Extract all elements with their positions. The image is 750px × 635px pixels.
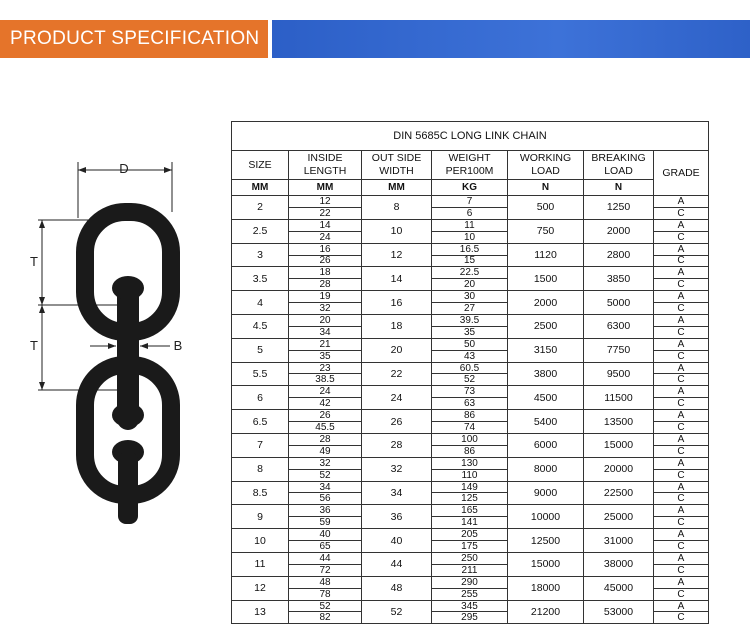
arrow-left-icon xyxy=(140,343,148,349)
cell-len-value: 22 xyxy=(319,207,331,219)
cell-break: 9500 xyxy=(584,362,654,386)
cell-grade-value: A xyxy=(654,482,708,494)
cell-weight-value: 345 xyxy=(432,601,507,613)
arrow-right-icon xyxy=(164,167,172,173)
cell-len xyxy=(289,529,362,553)
table-row xyxy=(232,362,709,386)
cell-weight-value: 149 xyxy=(432,482,507,494)
cell-len-value: 36 xyxy=(289,505,361,517)
cell-len xyxy=(289,219,362,243)
cell-weight-value: 30 xyxy=(432,291,507,303)
cell-len xyxy=(289,457,362,481)
cell-weight-value: 100 xyxy=(432,434,507,446)
table-row xyxy=(232,529,709,553)
cell-len xyxy=(289,362,362,386)
cell-len xyxy=(289,552,362,576)
cell-len-value: 35 xyxy=(319,350,331,362)
unit-cell: KG xyxy=(432,180,508,196)
cell-grade-value: A xyxy=(654,386,708,398)
label-d: D xyxy=(119,161,129,176)
cell-break: 31000 xyxy=(584,529,654,553)
cell-len-value: 28 xyxy=(289,434,361,446)
cell-weight xyxy=(432,600,508,624)
cell-weight-value: 205 xyxy=(432,529,507,541)
cell-grade-value: C xyxy=(677,374,685,386)
cell-work: 2500 xyxy=(508,314,584,338)
cell-size: 7 xyxy=(232,433,289,457)
cell-len xyxy=(289,291,362,315)
chain-link-middle xyxy=(112,403,144,427)
cell-grade xyxy=(654,457,709,481)
cell-weight-value: 27 xyxy=(463,303,476,315)
cell-weight-value: 165 xyxy=(432,505,507,517)
cell-weight xyxy=(432,410,508,434)
cell-len xyxy=(289,433,362,457)
cell-grade xyxy=(654,219,709,243)
cell-len-value: 59 xyxy=(319,517,331,529)
col-header: BREAKING LOAD xyxy=(584,151,654,180)
cell-grade-value: A xyxy=(654,601,708,613)
cell-weight-value: 60.5 xyxy=(432,363,507,375)
cell-weight xyxy=(432,505,508,529)
cell-len-value: 14 xyxy=(289,220,361,232)
chain-illustration xyxy=(20,100,225,540)
spec-table xyxy=(231,121,709,624)
cell-weight-value: 130 xyxy=(432,458,507,470)
cell-weight xyxy=(432,457,508,481)
cell-grade xyxy=(654,600,709,624)
cell-grade xyxy=(654,362,709,386)
cell-weight-value: 50 xyxy=(432,339,507,351)
cell-size: 3 xyxy=(232,243,289,267)
cell-width: 22 xyxy=(362,362,432,386)
table-row xyxy=(232,219,709,243)
cell-len-value: 42 xyxy=(319,398,331,410)
cell-grade-value: C xyxy=(677,231,685,243)
cell-work: 6000 xyxy=(508,433,584,457)
cell-weight xyxy=(432,219,508,243)
cell-work: 2000 xyxy=(508,291,584,315)
cell-len-value: 56 xyxy=(319,493,331,505)
table-row xyxy=(232,196,709,220)
cell-work: 5400 xyxy=(508,410,584,434)
cell-break: 15000 xyxy=(584,433,654,457)
cell-grade-value: C xyxy=(677,588,685,600)
table-row xyxy=(232,386,709,410)
cell-grade xyxy=(654,196,709,220)
cell-width: 20 xyxy=(362,338,432,362)
cell-weight-value: 6 xyxy=(466,207,473,219)
cell-weight-value: 43 xyxy=(463,350,476,362)
col-header: OUT SIDE WIDTH xyxy=(362,151,432,180)
cell-weight-value: 211 xyxy=(461,564,478,576)
cell-break: 6300 xyxy=(584,314,654,338)
chain-diagram xyxy=(20,100,225,540)
arrow-left-icon xyxy=(78,167,86,173)
cell-width: 12 xyxy=(362,243,432,267)
cell-len-value: 34 xyxy=(319,326,331,338)
col-header-grade: GRADE xyxy=(654,151,709,196)
cell-width: 48 xyxy=(362,576,432,600)
cell-width: 16 xyxy=(362,291,432,315)
cell-size: 9 xyxy=(232,505,289,529)
cell-grade-value: C xyxy=(677,445,685,457)
table-row xyxy=(232,481,709,505)
cell-grade xyxy=(654,410,709,434)
cell-weight-value: 15 xyxy=(463,255,476,267)
header-bar xyxy=(272,20,750,58)
cell-grade xyxy=(654,576,709,600)
label-t: T xyxy=(30,338,38,353)
cell-work: 1120 xyxy=(508,243,584,267)
cell-weight-value: 86 xyxy=(463,445,476,457)
table-row xyxy=(232,600,709,624)
cell-grade-value: A xyxy=(654,315,708,327)
col-header: INSIDE LENGTH xyxy=(289,151,362,180)
col-header: SIZE xyxy=(232,151,289,180)
cell-work: 3800 xyxy=(508,362,584,386)
cell-weight xyxy=(432,529,508,553)
cell-weight-value: 86 xyxy=(432,410,507,422)
cell-break: 11500 xyxy=(584,386,654,410)
table-row xyxy=(232,410,709,434)
cell-grade-value: A xyxy=(654,505,708,517)
cell-work: 9000 xyxy=(508,481,584,505)
col-header: WORKING LOAD xyxy=(508,151,584,180)
cell-grade-value: C xyxy=(677,326,685,338)
cell-grade-value: A xyxy=(654,220,708,232)
label-t: T xyxy=(30,254,38,269)
cell-size: 5 xyxy=(232,338,289,362)
cell-width: 8 xyxy=(362,196,432,220)
cell-break: 22500 xyxy=(584,481,654,505)
cell-grade-value: C xyxy=(677,207,685,219)
cell-size: 13 xyxy=(232,600,289,624)
cell-len xyxy=(289,576,362,600)
cell-weight xyxy=(432,291,508,315)
cell-len-value: 52 xyxy=(289,601,361,613)
cell-len-value: 24 xyxy=(289,386,361,398)
cell-grade-value: C xyxy=(677,255,685,267)
cell-work: 8000 xyxy=(508,457,584,481)
cell-len-value: 32 xyxy=(319,303,331,315)
cell-weight-value: 10 xyxy=(463,231,476,243)
cell-width: 44 xyxy=(362,552,432,576)
cell-grade xyxy=(654,267,709,291)
cell-break: 2000 xyxy=(584,219,654,243)
label-b: B xyxy=(173,338,183,353)
cell-len-value: 26 xyxy=(289,410,361,422)
table-row xyxy=(232,243,709,267)
unit-cell: MM xyxy=(232,180,289,196)
arrow-down-icon xyxy=(39,382,45,390)
cell-weight-value: 73 xyxy=(432,386,507,398)
cell-len xyxy=(289,314,362,338)
table-row xyxy=(232,433,709,457)
cell-break: 2800 xyxy=(584,243,654,267)
cell-size: 11 xyxy=(232,552,289,576)
cell-width: 34 xyxy=(362,481,432,505)
cell-grade-value: C xyxy=(677,493,685,505)
cell-weight-value: 20 xyxy=(463,279,476,291)
cell-grade xyxy=(654,433,709,457)
cell-weight-value: 52 xyxy=(463,374,476,386)
cell-weight-value: 290 xyxy=(432,577,507,589)
cell-weight-value: 35 xyxy=(463,326,476,338)
cell-weight-value: 110 xyxy=(461,469,478,481)
table-row xyxy=(232,267,709,291)
cell-grade-value: A xyxy=(654,267,708,279)
cell-grade xyxy=(654,505,709,529)
cell-break: 38000 xyxy=(584,552,654,576)
cell-break: 25000 xyxy=(584,505,654,529)
cell-grade-value: C xyxy=(677,303,685,315)
cell-len-value: 78 xyxy=(319,588,331,600)
cell-work: 3150 xyxy=(508,338,584,362)
cell-grade-value: A xyxy=(654,577,708,589)
cell-grade-value: C xyxy=(677,612,685,624)
page-title: PRODUCT SPECIFICATION xyxy=(10,28,260,49)
table-row xyxy=(232,457,709,481)
table-row xyxy=(232,314,709,338)
cell-work: 4500 xyxy=(508,386,584,410)
chain-link-middle xyxy=(112,276,144,300)
arrow-up-icon xyxy=(39,220,45,228)
cell-len-value: 49 xyxy=(319,445,331,457)
cell-weight xyxy=(432,314,508,338)
cell-size: 8 xyxy=(232,457,289,481)
cell-grade xyxy=(654,386,709,410)
cell-width: 40 xyxy=(362,529,432,553)
cell-len-value: 28 xyxy=(319,279,331,291)
cell-size: 6.5 xyxy=(232,410,289,434)
cell-len-value: 44 xyxy=(289,553,361,565)
chain-link-bottom xyxy=(118,452,138,524)
cell-weight xyxy=(432,552,508,576)
cell-len-value: 20 xyxy=(289,315,361,327)
cell-weight-value: 141 xyxy=(461,517,478,529)
table-row xyxy=(232,505,709,529)
unit-cell: N xyxy=(584,180,654,196)
cell-width: 10 xyxy=(362,219,432,243)
arrow-down-icon xyxy=(39,297,45,305)
cell-len xyxy=(289,267,362,291)
cell-weight-value: 22.5 xyxy=(432,267,507,279)
cell-len-value: 18 xyxy=(289,267,361,279)
cell-size: 5.5 xyxy=(232,362,289,386)
cell-width: 14 xyxy=(362,267,432,291)
cell-break: 7750 xyxy=(584,338,654,362)
table-row xyxy=(232,552,709,576)
cell-grade-value: A xyxy=(654,363,708,375)
cell-work: 1500 xyxy=(508,267,584,291)
cell-grade xyxy=(654,291,709,315)
cell-len xyxy=(289,196,362,220)
cell-grade-value: C xyxy=(677,564,685,576)
cell-weight xyxy=(432,386,508,410)
table-row xyxy=(232,338,709,362)
cell-width: 36 xyxy=(362,505,432,529)
cell-grade xyxy=(654,338,709,362)
cell-width: 52 xyxy=(362,600,432,624)
cell-width: 32 xyxy=(362,457,432,481)
cell-len-value: 45.5 xyxy=(315,422,335,434)
cell-work: 21200 xyxy=(508,600,584,624)
cell-len-value: 34 xyxy=(289,482,361,494)
cell-grade-value: C xyxy=(677,350,685,362)
cell-weight xyxy=(432,196,508,220)
cell-weight xyxy=(432,267,508,291)
table-row xyxy=(232,576,709,600)
cell-len-value: 72 xyxy=(319,564,331,576)
cell-len xyxy=(289,481,362,505)
cell-break: 45000 xyxy=(584,576,654,600)
cell-len-value: 48 xyxy=(289,577,361,589)
cell-work: 750 xyxy=(508,219,584,243)
cell-grade-value: C xyxy=(677,422,685,434)
cell-grade-value: C xyxy=(677,517,685,529)
cell-weight-value: 74 xyxy=(463,422,476,434)
cell-grade-value: C xyxy=(677,398,685,410)
cell-work: 10000 xyxy=(508,505,584,529)
cell-weight-value: 63 xyxy=(463,398,476,410)
cell-grade-value: A xyxy=(654,410,708,422)
cell-weight-value: 175 xyxy=(461,541,478,553)
cell-len-value: 19 xyxy=(289,291,361,303)
cell-break: 13500 xyxy=(584,410,654,434)
cell-len-value: 16 xyxy=(289,244,361,256)
arrow-up-icon xyxy=(39,305,45,313)
cell-len-value: 82 xyxy=(319,612,331,624)
cell-grade-value: C xyxy=(677,279,685,291)
cell-grade-value: A xyxy=(654,339,708,351)
cell-len-value: 52 xyxy=(319,469,331,481)
cell-grade xyxy=(654,314,709,338)
cell-weight-value: 125 xyxy=(461,493,478,505)
cell-size: 10 xyxy=(232,529,289,553)
cell-grade-value: A xyxy=(654,529,708,541)
cell-weight-value: 11 xyxy=(432,220,507,232)
cell-weight xyxy=(432,433,508,457)
cell-work: 500 xyxy=(508,196,584,220)
cell-weight-value: 295 xyxy=(461,612,478,624)
cell-grade-value: A xyxy=(654,553,708,565)
cell-len-value: 21 xyxy=(289,339,361,351)
cell-size: 12 xyxy=(232,576,289,600)
cell-len-value: 24 xyxy=(319,231,331,243)
cell-len-value: 40 xyxy=(289,529,361,541)
cell-size: 4.5 xyxy=(232,314,289,338)
cell-len xyxy=(289,600,362,624)
cell-grade-value: A xyxy=(654,196,708,208)
cell-width: 24 xyxy=(362,386,432,410)
cell-width: 26 xyxy=(362,410,432,434)
cell-len xyxy=(289,410,362,434)
cell-break: 53000 xyxy=(584,600,654,624)
cell-weight xyxy=(432,576,508,600)
cell-break: 1250 xyxy=(584,196,654,220)
cell-grade-value: A xyxy=(654,244,708,256)
cell-width: 28 xyxy=(362,433,432,457)
cell-weight xyxy=(432,243,508,267)
table-title: DIN 5685C LONG LINK CHAIN xyxy=(232,122,709,151)
arrow-right-icon xyxy=(108,343,116,349)
cell-weight-value: 250 xyxy=(432,553,507,565)
cell-weight-value: 255 xyxy=(461,588,478,600)
cell-grade xyxy=(654,481,709,505)
cell-work: 18000 xyxy=(508,576,584,600)
cell-weight xyxy=(432,338,508,362)
cell-break: 20000 xyxy=(584,457,654,481)
cell-break: 5000 xyxy=(584,291,654,315)
cell-weight xyxy=(432,481,508,505)
cell-size: 2.5 xyxy=(232,219,289,243)
cell-len-value: 12 xyxy=(289,196,361,208)
cell-size: 6 xyxy=(232,386,289,410)
cell-weight-value: 39.5 xyxy=(432,315,507,327)
cell-grade-value: C xyxy=(677,541,685,553)
cell-work: 12500 xyxy=(508,529,584,553)
cell-size: 2 xyxy=(232,196,289,220)
cell-grade-value: A xyxy=(654,458,708,470)
table-row xyxy=(232,291,709,315)
cell-size: 4 xyxy=(232,291,289,315)
unit-cell: N xyxy=(508,180,584,196)
cell-grade-value: A xyxy=(654,291,708,303)
cell-break: 3850 xyxy=(584,267,654,291)
cell-len-value: 65 xyxy=(319,541,331,553)
cell-len-value: 32 xyxy=(289,458,361,470)
cell-weight xyxy=(432,362,508,386)
cell-len xyxy=(289,386,362,410)
cell-len-value: 23 xyxy=(289,363,361,375)
cell-len-value: 26 xyxy=(319,255,331,267)
unit-cell: MM xyxy=(289,180,362,196)
cell-len xyxy=(289,243,362,267)
cell-width: 18 xyxy=(362,314,432,338)
unit-cell: MM xyxy=(362,180,432,196)
cell-work: 15000 xyxy=(508,552,584,576)
cell-size: 8.5 xyxy=(232,481,289,505)
cell-size: 3.5 xyxy=(232,267,289,291)
cell-len-value: 38.5 xyxy=(315,374,335,386)
cell-len xyxy=(289,338,362,362)
spec-table-container xyxy=(231,121,708,624)
cell-weight-value: 16.5 xyxy=(432,244,507,256)
cell-grade xyxy=(654,243,709,267)
cell-grade-value: A xyxy=(654,434,708,446)
cell-len xyxy=(289,505,362,529)
cell-grade-value: C xyxy=(677,469,685,481)
cell-weight-value: 7 xyxy=(432,196,507,208)
cell-grade xyxy=(654,529,709,553)
col-header: WEIGHT PER100M xyxy=(432,151,508,180)
cell-grade xyxy=(654,552,709,576)
